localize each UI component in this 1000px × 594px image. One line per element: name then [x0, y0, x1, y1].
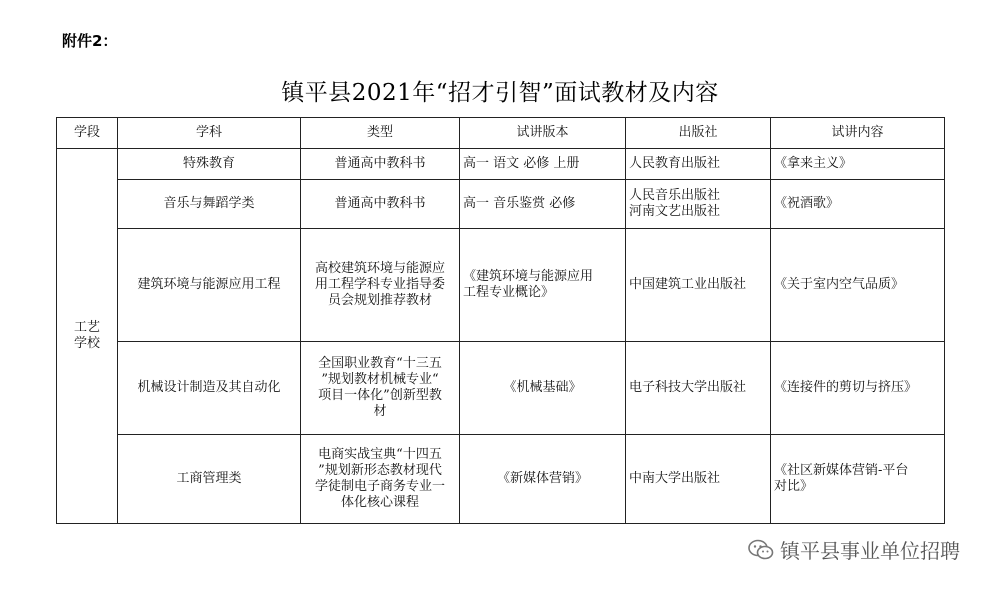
- edition-line: 工程专业概论》: [463, 285, 555, 300]
- wechat-watermark: [748, 535, 960, 564]
- header-subject: 学科: [118, 118, 301, 149]
- subject-cell: 音乐与舞蹈学类: [118, 180, 301, 229]
- edition-cell: [460, 342, 626, 435]
- publisher-line: 人民音乐出版社: [629, 188, 721, 203]
- header-edition: 试讲版本: [460, 118, 626, 149]
- edition-line: 《机械基础》: [503, 380, 582, 395]
- subject-cell: 工商管理类: [118, 435, 301, 524]
- type-line: 普通高中教科书: [334, 156, 426, 171]
- type-line: 全国职业教育“十三五: [318, 356, 442, 371]
- subject-cell: 特殊教育: [118, 149, 301, 180]
- type-cell: [301, 180, 460, 229]
- content-cell: [771, 342, 945, 435]
- publisher-line: 电子科技大学出版社: [629, 380, 747, 395]
- content-cell: [771, 149, 945, 180]
- type-cell: [301, 435, 460, 524]
- edition-cell: [460, 229, 626, 342]
- attachment-label: 附件2：: [62, 32, 118, 50]
- table-row: [57, 149, 945, 180]
- department-cell: [57, 149, 118, 524]
- department-line: 工艺: [73, 320, 100, 335]
- type-cell: [301, 229, 460, 342]
- content-cell: [771, 180, 945, 229]
- table-header-row: [57, 118, 945, 149]
- edition-line: 高一 音乐鉴赏 必修: [463, 196, 576, 211]
- content-line: 《社区新媒体营销-平台: [774, 463, 909, 478]
- header-content: 试讲内容: [771, 118, 945, 149]
- textbook-table: [56, 117, 945, 524]
- type-line: 高校建筑环境与能源应: [314, 261, 445, 276]
- content-line: 《连接件的剪切与挤压》: [774, 380, 918, 395]
- publisher-cell: [626, 149, 771, 180]
- type-line: 电商实战宝典“十四五: [318, 447, 442, 462]
- type-line: 学徒制电子商务专业一: [314, 479, 445, 494]
- table-row: [57, 435, 945, 524]
- subject-cell: 建筑环境与能源应用工程: [118, 229, 301, 342]
- edition-cell: [460, 180, 626, 229]
- publisher-line: 河南文艺出版社: [629, 204, 721, 219]
- edition-line: 《建筑环境与能源应用: [463, 269, 594, 284]
- content-line: 《拿来主义》: [774, 156, 853, 171]
- type-line: 项目一体化”创新型教: [318, 388, 442, 403]
- table-row: [57, 342, 945, 435]
- publisher-cell: [626, 180, 771, 229]
- type-line: 用工程学科专业指导委: [314, 277, 445, 292]
- type-line: 普通高中教科书: [334, 196, 426, 211]
- publisher-cell: [626, 342, 771, 435]
- publisher-line: 中南大学出版社: [629, 471, 721, 486]
- type-line: 材: [373, 404, 387, 419]
- content-line: 《关于室内空气品质》: [774, 277, 905, 292]
- header-stage: 学段: [57, 118, 118, 149]
- type-cell: [301, 149, 460, 180]
- table-row: [57, 229, 945, 342]
- table-row: [57, 180, 945, 229]
- content-cell: [771, 435, 945, 524]
- header-publisher: 出版社: [626, 118, 771, 149]
- document-title: 镇平县2021年“招才引智”面试教材及内容: [281, 80, 719, 106]
- department-line: 学校: [73, 336, 100, 351]
- type-line: ”规划教材机械专业“: [321, 372, 439, 387]
- wechat-icon: [748, 539, 774, 561]
- type-line: 员会规划推荐教材: [327, 293, 432, 308]
- content-cell: [771, 229, 945, 342]
- content-line: 《祝酒歌》: [774, 196, 840, 211]
- content-line: 对比》: [774, 479, 814, 494]
- publisher-cell: [626, 435, 771, 524]
- subject-cell: 机械设计制造及其自动化: [118, 342, 301, 435]
- type-line: 体化核心课程: [340, 495, 419, 510]
- watermark-text: 镇平县事业单位招聘: [780, 539, 960, 563]
- edition-cell: [460, 435, 626, 524]
- publisher-cell: [626, 229, 771, 342]
- type-cell: [301, 342, 460, 435]
- type-line: ”规划新形态教材现代: [318, 463, 442, 478]
- publisher-line: 中国建筑工业出版社: [629, 277, 747, 292]
- publisher-line: 人民教育出版社: [629, 156, 721, 171]
- header-type: 类型: [301, 118, 460, 149]
- edition-cell: [460, 149, 626, 180]
- edition-line: 《新媒体营销》: [496, 471, 588, 486]
- edition-line: 高一 语文 必修 上册: [463, 156, 580, 171]
